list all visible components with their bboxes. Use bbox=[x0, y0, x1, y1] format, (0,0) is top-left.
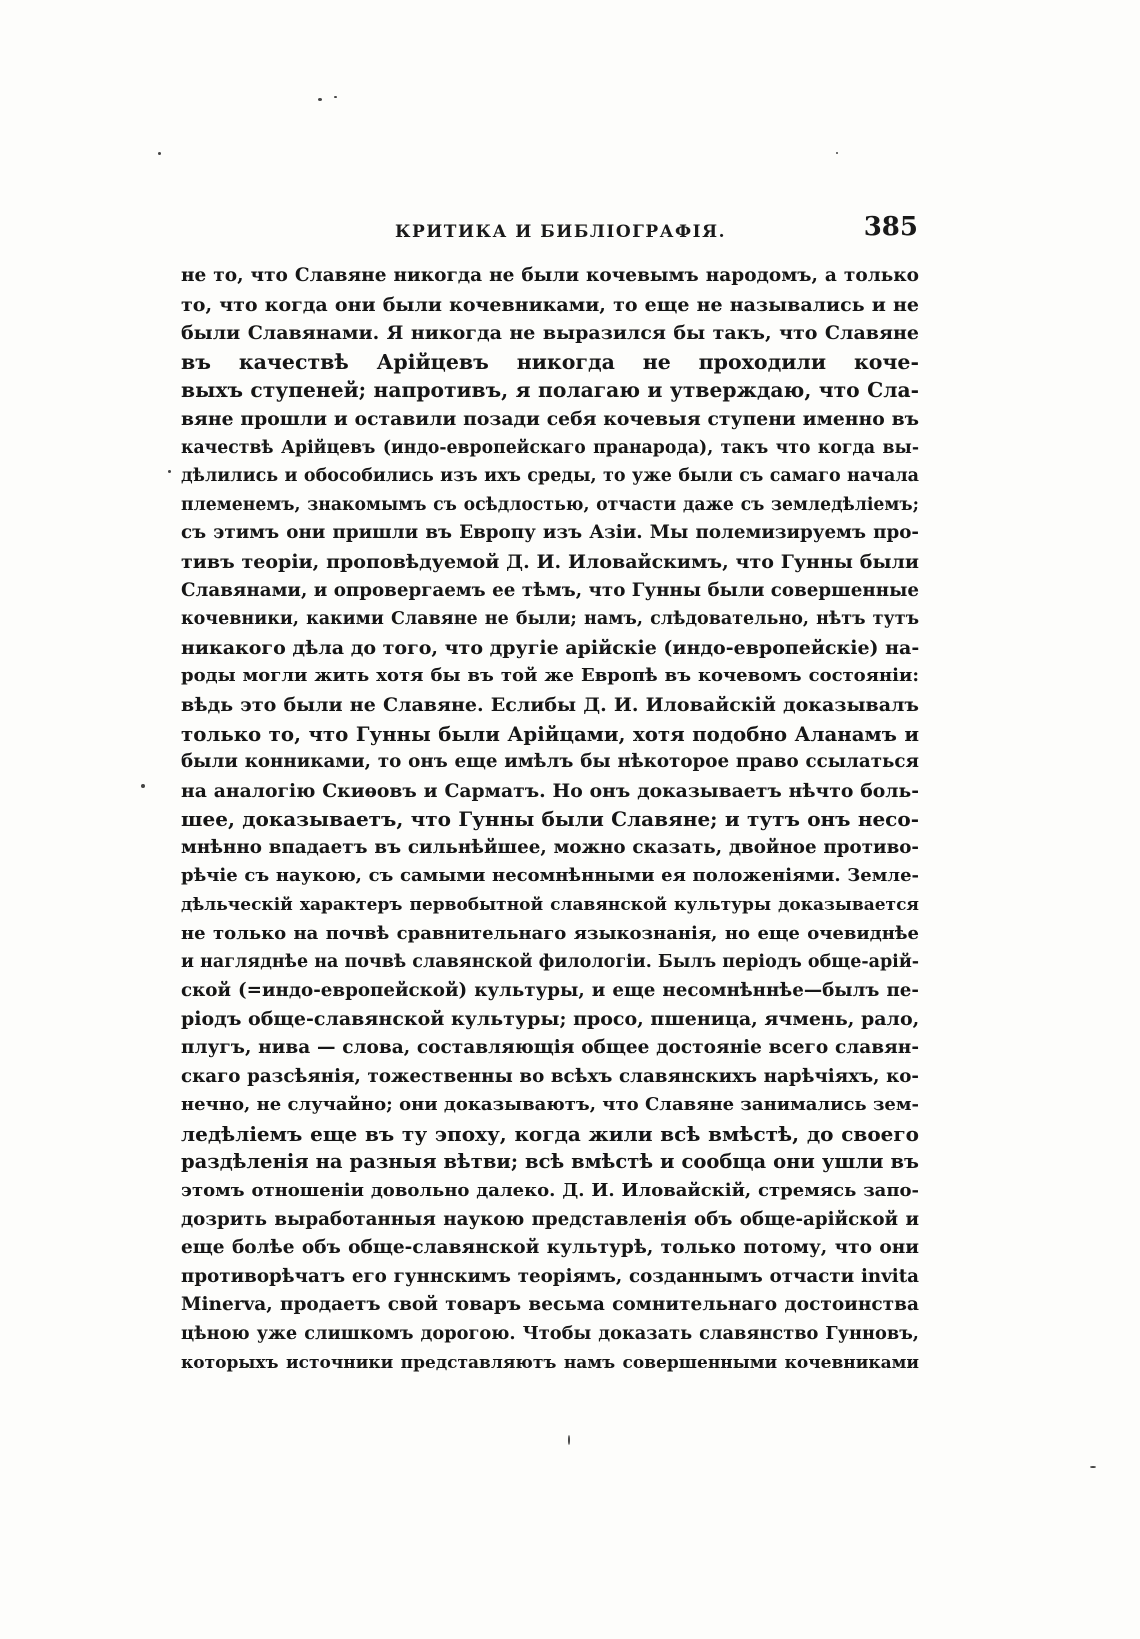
text-line: ской (=индо-европейской) культуры, и еще несомнѣннѣе—былъ пе- bbox=[181, 979, 919, 1001]
text-line: съ этимъ они пришли въ Европу изъ Азіи. Мы полемизируемъ про- bbox=[181, 522, 919, 544]
text-line: на аналогію Скиѳовъ и Сарматъ. Но онъ доказываетъ нѣчто боль- bbox=[181, 779, 919, 802]
running-head bbox=[180, 212, 918, 246]
text-line: были Славянами. Я никогда не выразился бы такъ, что Славяне bbox=[181, 322, 919, 345]
text-line: которыхъ источники представляютъ намъ совершенными кочевниками bbox=[181, 1352, 919, 1373]
text-line: тивъ теоріи, проповѣдуемой Д. И. Иловайскимъ, что Гунны были bbox=[181, 550, 919, 573]
text-line: и нагляднѣе на почвѣ славянской филологіи. Былъ періодъ обще-арій- bbox=[181, 952, 919, 973]
text-line: противорѣчатъ его гуннскимъ теоріямъ, созданнымъ отчасти invita bbox=[181, 1265, 919, 1287]
text-line: качествѣ Арійцевъ (индо-европейскаго пранарода), такъ что когда вы- bbox=[181, 437, 919, 458]
text-line: то, что когда они были кочевниками, то еще не назывались и не bbox=[181, 293, 919, 316]
text-line: никакого дѣла до того, что другіе арійскіе (индо-европейскіе) на- bbox=[181, 636, 919, 659]
text-line: мнѣнно впадаетъ въ сильнѣйшее, можно сказать, двойное противо- bbox=[181, 836, 919, 858]
text-line: въ качествѣ Арійцевъ никогда не проходили коче- bbox=[181, 349, 919, 374]
text-line: раздѣленія на разныя вѣтви; всѣ вмѣстѣ и сообща они ушли въ bbox=[181, 1150, 919, 1174]
text-line: еще болѣе объ обще-славянской культурѣ, только потому, что они bbox=[181, 1237, 919, 1259]
ink-speck bbox=[318, 98, 322, 101]
text-line: ледѣліемъ еще въ ту эпоху, когда жили всѣ вмѣстѣ, до своего bbox=[181, 1121, 919, 1146]
text-line: только то, что Гунны были Арійцами, хотя подобно Аланамъ и bbox=[181, 721, 919, 746]
ink-speck bbox=[158, 152, 161, 155]
ink-speck bbox=[168, 470, 171, 473]
text-line: племенемъ, знакомымъ съ осѣдлостью, отчасти даже съ земледѣліемъ; bbox=[181, 494, 919, 515]
text-line: шее, доказываетъ, что Гунны были Славяне; и тутъ онъ несо- bbox=[181, 807, 919, 832]
text-line: вѣдь это были не Славяне. Еслибы Д. И. Иловайскій доказывалъ bbox=[181, 693, 919, 716]
ink-speck bbox=[568, 1435, 570, 1445]
text-line: вяне прошли и оставили позади себя кочевыя ступени именно въ bbox=[181, 407, 919, 430]
text-line: нечно, не случайно; они доказываютъ, что Славяне занимались зем- bbox=[181, 1094, 919, 1116]
text-line: не только на почвѣ сравнительнаго языкознанія, но еще очевиднѣе bbox=[181, 922, 919, 944]
text-line: скаго разсѣянія, тожественны во всѣхъ славянскихъ нарѣчіяхъ, ко- bbox=[181, 1065, 919, 1087]
text-line: кочевники, какими Славяне не были; намъ, слѣдовательно, нѣтъ тутъ bbox=[181, 609, 919, 630]
text-line: цѣною уже слишкомъ дорогою. Чтобы доказать славянство Гунновъ, bbox=[181, 1322, 919, 1344]
page-number: 385 bbox=[863, 212, 918, 242]
text-line: этомъ отношеніи довольно далеко. Д. И. Иловайскій, стремясь запо- bbox=[181, 1180, 919, 1201]
text-line: были конниками, то онъ еще имѣлъ бы нѣкоторое право ссылаться bbox=[181, 751, 919, 773]
text-line: рѣчіе съ наукою, съ самыми несомнѣнными ея положеніями. Земле- bbox=[181, 865, 919, 887]
text-line: Славянами, и опровергаемъ ее тѣмъ, что Гунны были совершенные bbox=[181, 579, 919, 601]
text-line: дѣлились и обособились изъ ихъ среды, то уже были съ самаго начала bbox=[181, 466, 919, 487]
text-line: выхъ ступеней; напротивъ, я полагаю и утверждаю, что Сла- bbox=[181, 378, 919, 403]
ink-speck bbox=[141, 784, 145, 788]
body-text bbox=[181, 262, 919, 1377]
ink-speck bbox=[334, 96, 337, 98]
text-line: роды могли жить хотя бы въ той же Европѣ въ кочевомъ состояніи: bbox=[181, 665, 919, 687]
text-line: ріодъ обще-славянской культуры; просо, пшеница, ячмень, рало, bbox=[181, 1008, 919, 1031]
text-line: дѣльческій характеръ первобытной славянской культуры доказывается bbox=[181, 895, 919, 916]
ink-speck bbox=[1090, 1466, 1096, 1468]
text-line: плугъ, нива — слова, составляющія общее достояніе всего славян- bbox=[181, 1037, 919, 1059]
text-line: дозрить выработанныя наукою представленія объ обще-арійской и bbox=[181, 1208, 919, 1230]
running-title: КРИТИКА И БИБЛІОГРАФІЯ. bbox=[395, 222, 726, 242]
text-line: Minerva, продаетъ свой товаръ весьма сомнительнаго достоинства bbox=[181, 1294, 919, 1316]
ink-speck bbox=[836, 152, 838, 154]
text-line: не то, что Славяне никогда не были кочевымъ народомъ, а только bbox=[181, 265, 919, 286]
